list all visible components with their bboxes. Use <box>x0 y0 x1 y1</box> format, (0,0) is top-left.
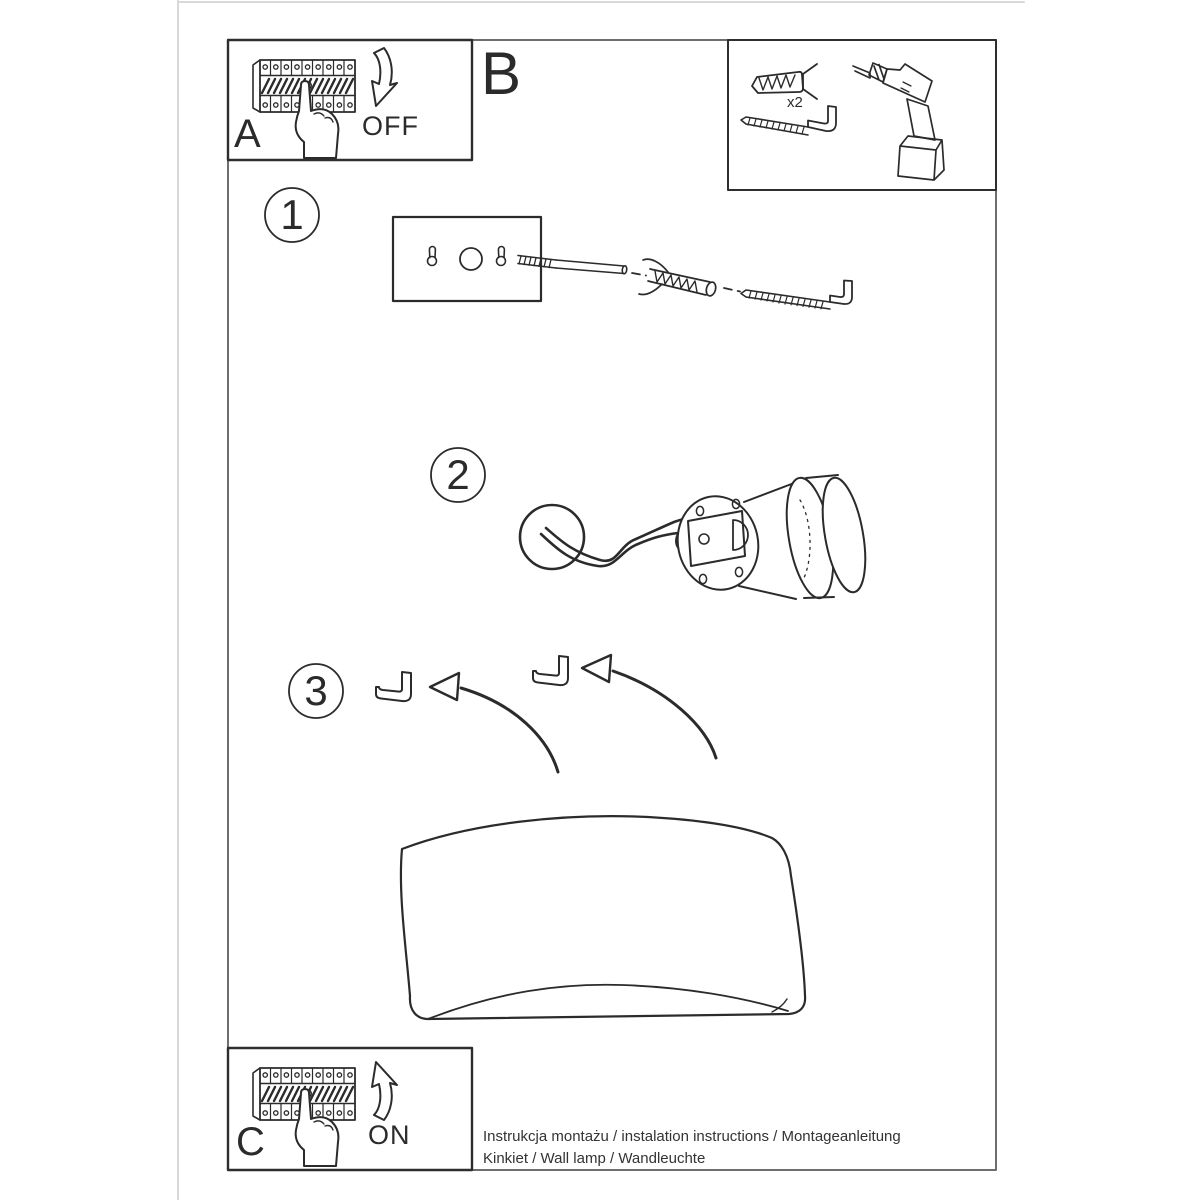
lampshade-drawing <box>401 816 805 1019</box>
lamp-socket-drawing <box>669 474 873 601</box>
screw-drawing <box>518 256 627 275</box>
step-2-number: 2 <box>446 451 470 498</box>
footer-line-1: Instrukcja montażu / instalation instructions / Montageanleitung <box>483 1128 901 1145</box>
panel-c-label: C <box>236 1120 265 1164</box>
assembly-dash-line <box>632 273 646 276</box>
footer-caption <box>483 1126 901 1170</box>
wall-hook-icon <box>376 672 411 701</box>
step-3-drawing <box>289 655 716 772</box>
hook-screw-drawing <box>741 281 852 310</box>
mounting-plate-drawing <box>393 217 541 301</box>
anchor-drawing <box>639 259 717 297</box>
step-1-drawing <box>265 188 852 309</box>
panel-a-power-off <box>228 40 472 160</box>
assembly-dash-line <box>724 288 740 292</box>
wall-hook-icon <box>533 656 568 685</box>
curved-arrow-icon <box>582 655 716 758</box>
section-b-label: B <box>481 40 522 107</box>
off-label: OFF <box>362 111 419 141</box>
on-label: ON <box>368 1120 411 1150</box>
footer-line-2: Kinkiet / Wall lamp / Wandleuchte <box>483 1150 706 1167</box>
anchor-quantity-label: x2 <box>787 94 803 111</box>
panel-a-label: A <box>234 112 261 156</box>
step-3-number: 3 <box>304 667 328 714</box>
step-1-number: 1 <box>280 191 304 238</box>
parts-box <box>728 40 996 190</box>
curved-arrow-icon <box>430 673 558 772</box>
step-2-drawing <box>431 448 873 602</box>
